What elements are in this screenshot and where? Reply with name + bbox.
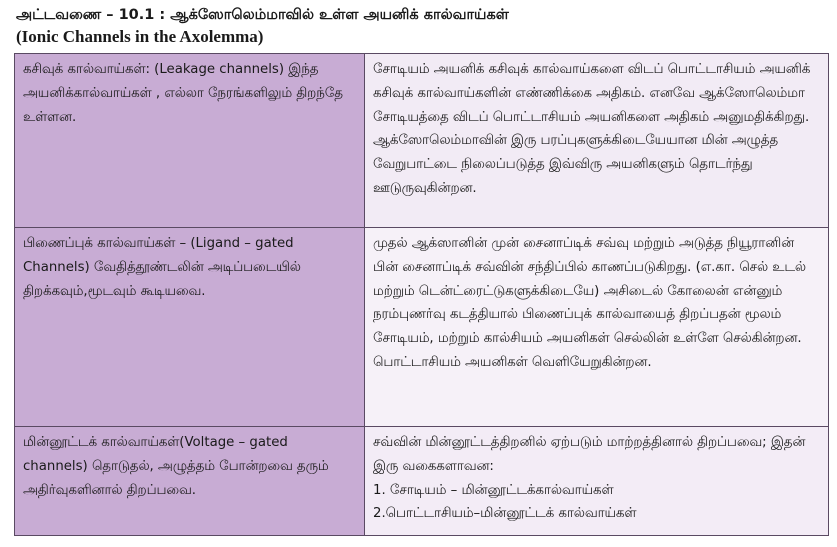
- table-row: [15, 427, 829, 536]
- leakage-channel-description-cell: [365, 54, 829, 228]
- potassium-voltage-channel-item: 2.பொட்டாசியம்–மின்னூட்டக் கால்வாய்கள்: [373, 506, 637, 522]
- voltage-gated-channel-description-cell: [365, 427, 829, 536]
- leakage-channel-description: சோடியம் அயனிக் கசிவுக் கால்வாய்களை விடப் பொட்டாசியம் அயனிக் கசிவுக் கால்வாய்களின் எண்ணிக்கை அதிகம். எனவே ஆக்ஸோலெம்மா சோடியத்தை விடப் பொட்டாசியம் அயனிகளை அதிகம் அனுமதிக்கிறது. ஆக்ஸோலெம்மாவின் இரு பரப்புகளுக்கிடையேயான மின் அழுத்த வேறுபாட்டை நிலைப்படுத்த இவ்விரு அயனிகளும் தொடர்ந்து ஊடுருவுகின்றன.: [373, 62, 811, 196]
- table-caption: [16, 4, 826, 48]
- leakage-channel-cell: [15, 54, 365, 228]
- caption-title-english: (Ionic Channels in the Axolemma): [16, 27, 264, 46]
- voltage-gated-channel-cell: [15, 427, 365, 536]
- sodium-voltage-channel-item: 1. சோடியம் – மின்னூட்டக்கால்வாய்கள்: [373, 482, 614, 498]
- ligand-gated-channel-cell: [15, 228, 365, 427]
- table-row: [15, 54, 829, 228]
- caption-title-tamil: அட்டவணை – 10.1 : ஆக்ஸோலெம்மாவில் உள்ள அயனிக் கால்வாய்கள்: [16, 7, 509, 23]
- ionic-channels-table: [14, 53, 829, 536]
- ligand-gated-channel-description-cell: [365, 228, 829, 427]
- leakage-channel-label: கசிவுக் கால்வாய்கள்: (Leakage channels) இந்த அயனிக்கால்வாய்கள் , எல்லா நேரங்களிலும் திறந்தே உள்ளன.: [23, 62, 343, 125]
- voltage-gated-description-intro: சவ்வின் மின்னூட்டத்திறனில் ஏற்படும் மாற்றத்தினால் திறப்பவை; இதன் இரு வகைகளாவன:: [373, 435, 806, 474]
- ligand-gated-channel-description: முதல் ஆக்ஸானின் முன் சைனாப்டிக் சவ்வு மற்றும் அடுத்த நியூரானின் பின் சைனாப்டிக் சவ்வின் சந்திப்பில் காணப்படுகிறது. (எ.கா. செல் உடல் மற்றும் டென்ட்ரைட்டுகளுக்கிடையே) அசிடைல் கோலைன் என்னும் நரம்புணர்வு கடத்தியால் பிணைப்புக் கால்வாயைத் திறப்பதன் மூலம் சோடியம், மற்றும் கால்சியம் அயனிகள் செல்லின் உள்ளே செல்கின்றன. பொட்டாசியம் அயனிகள் வெளியேறுகின்றன.: [373, 236, 806, 370]
- voltage-gated-channel-label: மின்னூட்டக் கால்வாய்கள்(Voltage – gated channels) தொடுதல், அழுத்தம் போன்றவை தரும் அதிர்வுகளினால் திறப்பவை.: [23, 435, 329, 498]
- ligand-gated-channel-label: பிணைப்புக் கால்வாய்கள் – (Ligand – gated Channels) வேதித்தூண்டலின் அடிப்படையில் திறக்கவும்,மூடவும் கூடியவை.: [23, 236, 301, 299]
- table-row: [15, 228, 829, 427]
